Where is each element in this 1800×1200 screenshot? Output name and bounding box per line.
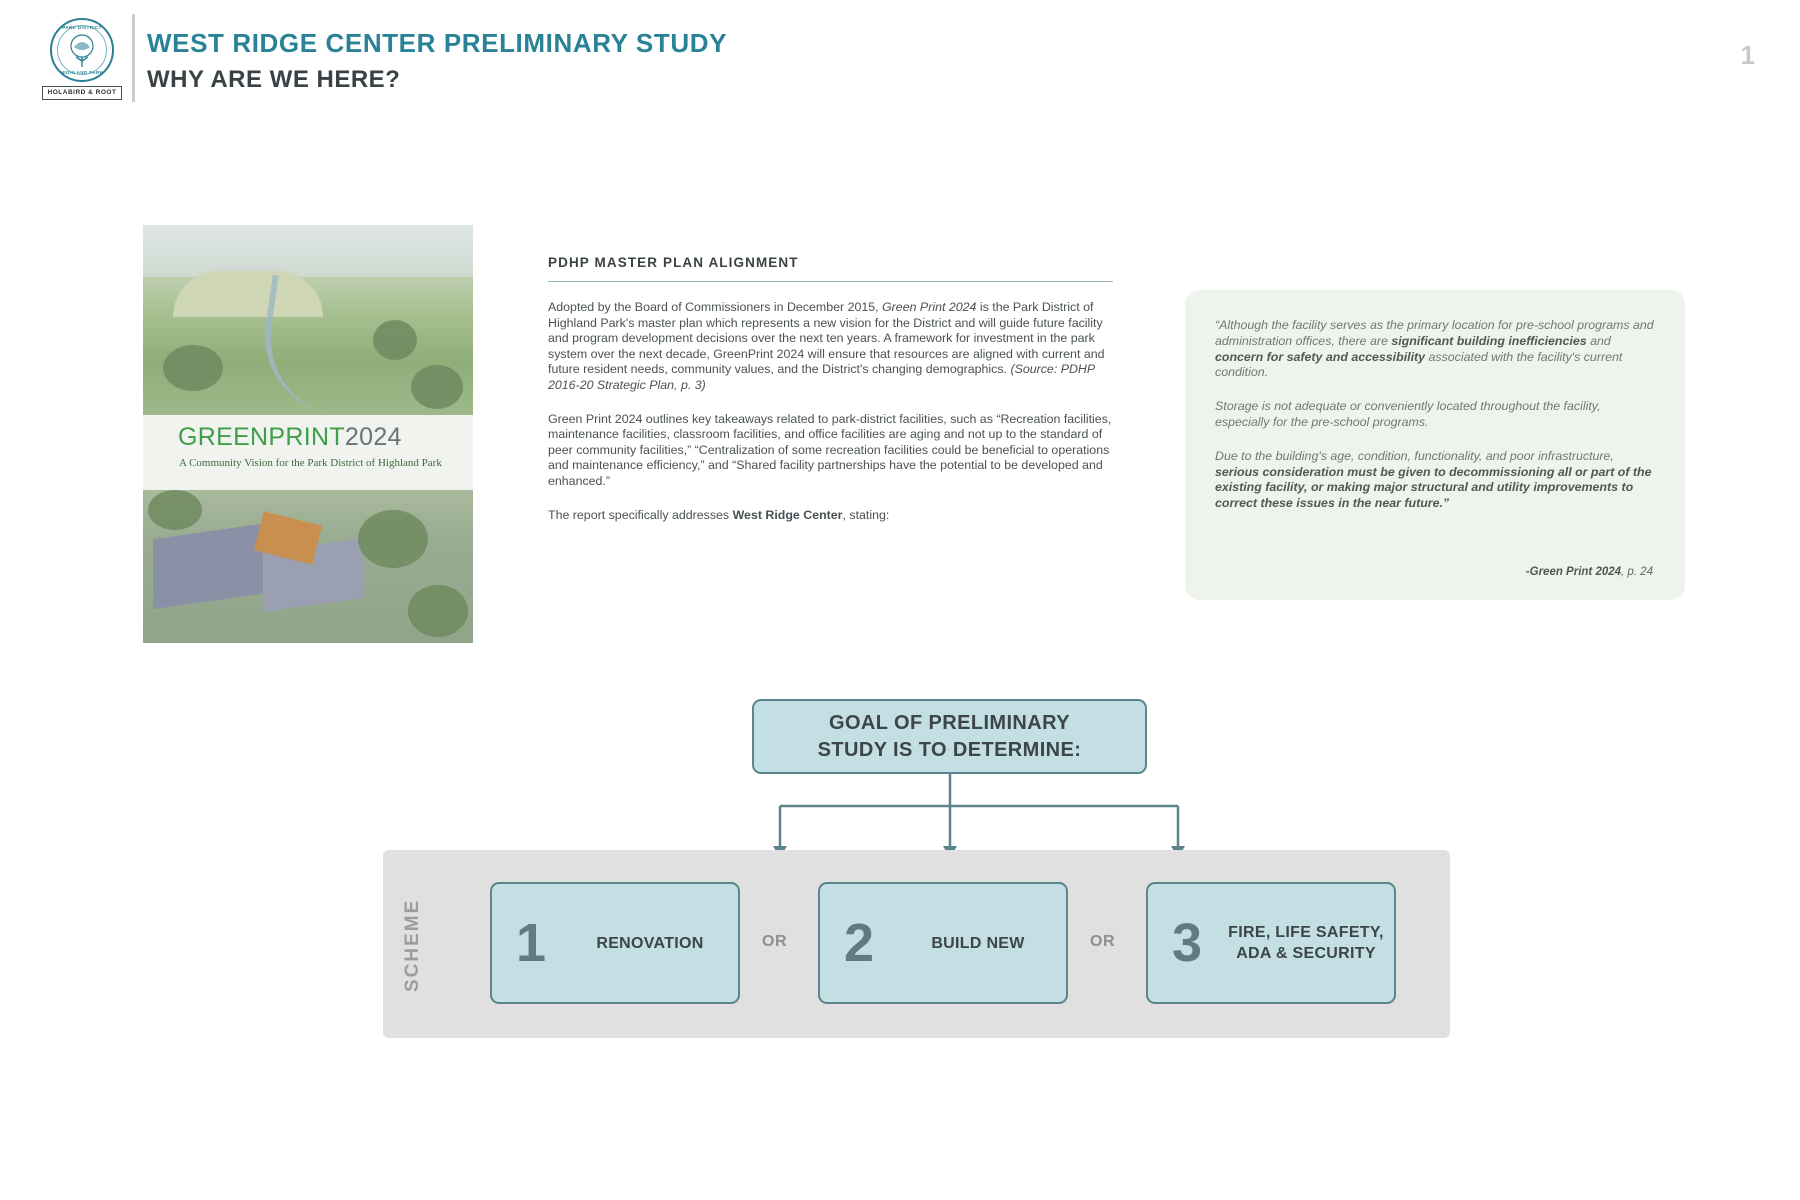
cover-title-year: 2024 xyxy=(344,423,402,451)
cover-tree xyxy=(358,510,428,568)
quote-p1-bold1: significant building inefficiencies xyxy=(1391,333,1587,348)
scheme-label-1: RENOVATION xyxy=(596,934,704,952)
quote-attr-page: , p. 24 xyxy=(1621,566,1653,578)
goal-line-2: STUDY IS TO DETERMINE: xyxy=(817,738,1082,761)
scheme-label-3: FIRE, LIFE SAFETY, ADA & SECURITY xyxy=(1228,924,1384,962)
greenprint-cover-image xyxy=(143,225,473,643)
page-number: 1 xyxy=(1740,40,1755,70)
mp-p3-bold: West Ridge Center xyxy=(732,507,843,522)
cover-aerial-top xyxy=(143,225,473,415)
scheme-label-2: BUILD NEW xyxy=(931,934,1025,952)
logo-seal-icon xyxy=(50,18,114,82)
page-subtitle: WHY ARE WE HERE? xyxy=(147,66,401,93)
master-plan-paragraph-1 xyxy=(548,300,1113,394)
quote-p3-bold: serious consideration must be given to decommissioning all or part of the existing facility, or making major structural and utility improvements to correct these issues in the near future.” xyxy=(1215,464,1652,511)
page-title: WEST RIDGE CENTER PRELIMINARY STUDY xyxy=(147,28,728,58)
goal-line-1: GOAL OF PRELIMINARY xyxy=(829,711,1070,734)
mp-p3-a: The report specifically addresses xyxy=(548,507,733,522)
mp-p1-italic: Green Print 2024 xyxy=(882,300,977,314)
master-plan-paragraph-3 xyxy=(548,508,1113,524)
cover-title xyxy=(178,423,402,452)
cover-tree xyxy=(148,490,202,530)
scheme-option-fire-life-safety[interactable] xyxy=(1146,882,1396,1004)
mp-p1-b: is the Park District of Highland Park's master plan which represents a new vision for the District and will guide future facility and program development decisions over the next ten years. A framework for investment in the park system over the next decade, GreenPrint 2024 will ensure that resources are aligned with current and future resident needs, community values, and the District's changing demographics. xyxy=(548,300,1105,377)
scheme-number-3: 3 xyxy=(1171,913,1203,973)
or-separator-1: OR xyxy=(762,933,787,950)
quote-attribution xyxy=(1526,566,1653,578)
logo-top-text: PARK DISTRICT xyxy=(62,25,102,30)
quote-p1-bold2: concern for safety and accessibility xyxy=(1215,349,1426,364)
cover-tree xyxy=(411,365,463,409)
cover-sky xyxy=(143,225,473,277)
quote-paragraph-3 xyxy=(1215,449,1655,512)
cover-tree xyxy=(163,345,223,391)
mp-p1-a: Adopted by the Board of Commissioners in December 2015, xyxy=(548,300,883,314)
quote-p1-a: “Although the facility serves as the primary location for pre-school programs and administration offices, there are xyxy=(1215,318,1654,348)
logo-bottom-text: HIGHLAND PARK xyxy=(60,70,104,75)
scheme-option-build-new[interactable] xyxy=(818,882,1068,1004)
cover-title-green: GREENPRINT xyxy=(178,423,345,451)
page-header xyxy=(0,0,1800,130)
goal-box xyxy=(752,699,1147,774)
goal-text xyxy=(818,710,1082,764)
scheme-number-2: 2 xyxy=(843,913,875,973)
or-separator-2: OR xyxy=(1090,933,1115,950)
master-plan-paragraph-2: Green Print 2024 outlines key takeaways related to park-district facilities, such as “Recreation facilities, maintenance facilities, classroom facilities, and office facilities are aging and not up to the standard of peer community facilities,” “Centralization of some recreation facilities could be beneficial to operations and maintenance efficiency,” and “Shared facility partnerships have the potential to be developed and enhanced.” xyxy=(548,411,1112,488)
quote-p1-mid: and xyxy=(1586,333,1611,348)
quote-p1-b: associated with the facility's current condition. xyxy=(1215,349,1623,380)
scheme-label: SCHEME xyxy=(402,898,423,992)
header-divider xyxy=(132,14,135,102)
master-plan-section xyxy=(548,255,1113,523)
quote-p3-a: Due to the building's age, condition, functionality, and poor infrastructure, xyxy=(1215,448,1614,463)
park-district-logo xyxy=(42,18,122,100)
architect-firm-logo: HOLABIRD & ROOT xyxy=(42,86,122,100)
quote-attr-source: -Green Print 2024 xyxy=(1525,566,1622,578)
quote-paragraph-1 xyxy=(1215,318,1655,381)
tree-icon xyxy=(65,33,99,71)
cover-tree xyxy=(373,320,417,360)
master-plan-heading: PDHP MASTER PLAN ALIGNMENT xyxy=(548,255,1113,282)
cover-tagline: A Community Vision for the Park District of Highland Park xyxy=(179,457,442,469)
mp-p1-source: (Source: PDHP 2016-20 Strategic Plan, p. 3) xyxy=(548,362,1095,392)
scheme-number-1: 1 xyxy=(515,913,547,973)
cover-aerial-bottom xyxy=(143,490,473,643)
mp-p3-b: , stating: xyxy=(842,507,890,522)
cover-tree xyxy=(408,585,468,637)
quote-callout xyxy=(1185,290,1685,600)
scheme-option-renovation[interactable] xyxy=(490,882,740,1004)
quote-paragraph-2: Storage is not adequate or conveniently located throughout the facility, especially for the pre-school programs. xyxy=(1215,399,1601,429)
